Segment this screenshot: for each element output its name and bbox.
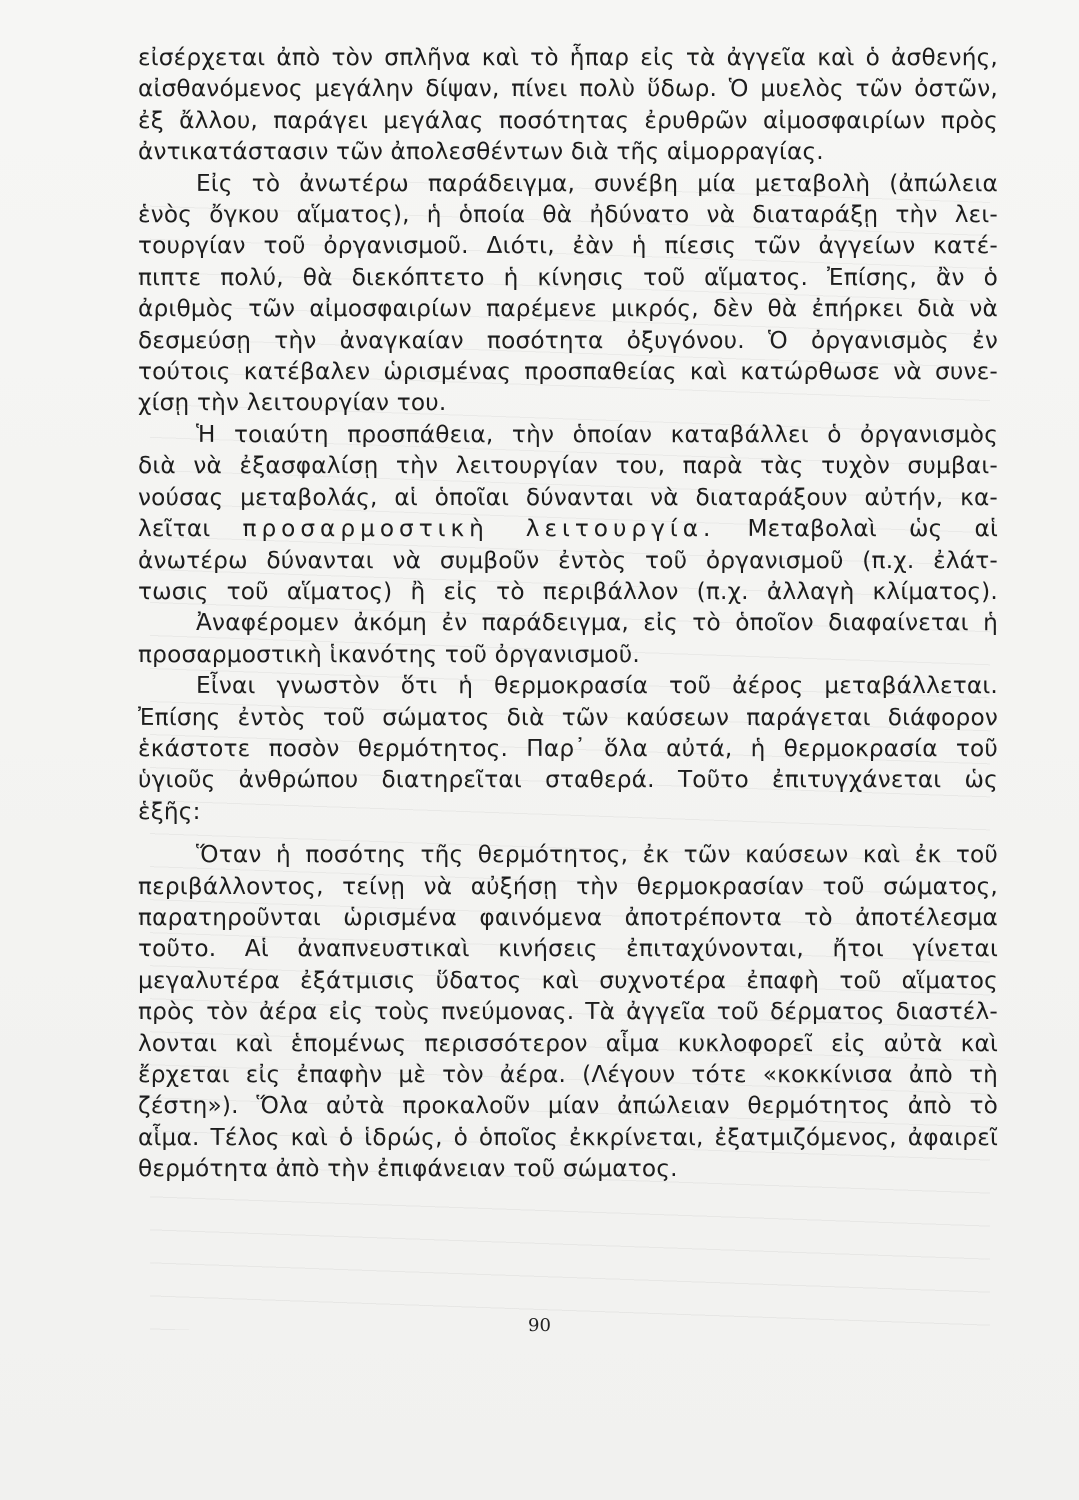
text-line: πιπτε πολύ, θὰ διεκόπτετο ἡ κίνησις τοῦ αἵματος. Ἐπίσης, ἂν ὁ bbox=[138, 263, 998, 291]
text-line: ἀριθμὸς τῶν αἰμοσφαιρίων παρέμενε μικρός, δὲν θὰ ἐπήρκει διὰ νὰ bbox=[138, 295, 998, 323]
text-line: εἰσέρχεται ἀπὸ τὸν σπλῆνα καὶ τὸ ἧπαρ εἰς τὰ ἀγγεῖα καὶ ὁ ἀσθενής, bbox=[138, 44, 998, 71]
text-line: ἀντικατάστασιν τῶν ἀπολεσθέντων διὰ τῆς αἱμορραγίας. bbox=[138, 138, 824, 166]
text-line-end: Μεταβολαὶ ὡς αἱ bbox=[747, 515, 998, 543]
text-line: χίσῃ τὴν λειτουργίαν του. bbox=[138, 389, 447, 417]
text-line: ἀνωτέρω δύνανται νὰ συμβοῦν ἐντὸς τοῦ ὀργανισμοῦ (π.χ. ἐλάτ- bbox=[138, 546, 998, 574]
text-line: λονται καὶ ἑπομένως περισσότερον αἷμα κυκλοφορεῖ εἰς αὐτὰ καὶ bbox=[138, 1029, 998, 1057]
text-line: τούτοις κατέβαλεν ὡρισμένας προσπαθείας καὶ κατώρθωσε νὰ συνε- bbox=[138, 358, 998, 386]
text-line: παρατηροῦνται ὡρισμένα φαινόμενα ἀποτρέποντα τὸ ἀποτέλεσμα bbox=[138, 903, 998, 931]
text-line: μεγαλυτέρα ἐξάτμισις ὕδατος καὶ συχνοτέρα ἐπαφὴ τοῦ αἵματος bbox=[138, 966, 998, 994]
text-line: αἷμα. Τέλος καὶ ὁ ἱδρώς, ὁ ὁποῖος ἐκκρίνεται, ἐξατμιζόμενος, ἀφαιρεῖ bbox=[138, 1123, 998, 1151]
text-line: τουργίαν τοῦ ὀργανισμοῦ. Διότι, ἐὰν ἡ πίεσις τῶν ἀγγείων κατέ- bbox=[138, 232, 998, 260]
text-line: ἑκάστοτε ποσὸν θερμότητος. Παρ᾿ ὅλα αὐτά, ἡ θερμοκρασία τοῦ bbox=[138, 734, 998, 762]
text-line: τωσις τοῦ αἵματος) ἢ εἰς τὸ περιβάλλον (π.χ. ἀλλαγὴ κλίματος). bbox=[138, 577, 998, 605]
text-line: Ἀναφέρομεν ἀκόμη ἐν παράδειγμα, εἰς τὸ ὁποῖον διαφαίνεται ἡ bbox=[196, 609, 998, 637]
text-line: ζέστη»). Ὅλα αὐτὰ προκαλοῦν μίαν ἀπώλειαν θερμότητος ἀπὸ τὸ bbox=[138, 1092, 998, 1120]
text-line: αἰσθανόμενος μεγάλην δίψαν, πίνει πολὺ ὕδωρ. Ὁ μυελὸς τῶν ὀστῶν, bbox=[138, 75, 998, 103]
body-text bbox=[138, 42, 998, 1185]
text-line: διὰ νὰ ἐξασφαλίσῃ τὴν λειτουργίαν του, παρὰ τὰς τυχὸν συμβαι- bbox=[138, 452, 998, 480]
text-line-start: λεῖται bbox=[138, 515, 211, 543]
text-line: ἔρχεται εἰς ἐπαφὴν μὲ τὸν ἀέρα. (Λέγουν τότε «κοκκίνισα ἀπὸ τὴ bbox=[138, 1061, 998, 1088]
text-line: νούσας μεταβολάς, αἱ ὁποῖαι δύνανται νὰ διαταράξουν αὐτήν, κα- bbox=[138, 483, 998, 511]
text-line: Εἰς τὸ ἀνωτέρω παράδειγμα, συνέβη μία μεταβολὴ (ἀπώλεια bbox=[196, 169, 998, 197]
text-line: ἑνὸς ὄγκου αἵματος), ἡ ὁποία θὰ ἠδύνατο νὰ διαταράξῃ τὴν λει- bbox=[138, 201, 998, 229]
text-line: Ἡ τοιαύτη προσπάθεια, τὴν ὁποίαν καταβάλλει ὁ ὀργανισμὸς bbox=[196, 420, 998, 448]
text-line: ἐξ ἄλλου, παράγει μεγάλας ποσότητας ἐρυθρῶν αἰμοσφαιρίων πρὸς bbox=[138, 106, 998, 134]
text-line: προσαρμοστικὴ ἱκανότης τοῦ ὀργανισμοῦ. bbox=[138, 640, 640, 668]
text-line: Ἐπίσης ἐντὸς τοῦ σώματος διὰ τῶν καύσεων παράγεται διάφορον bbox=[138, 703, 998, 731]
spaced-term: προσαρμοστικὴ λειτουργία. bbox=[242, 515, 716, 543]
text-line bbox=[138, 513, 998, 544]
text-line: πρὸς τὸν ἀέρα εἰς τοὺς πνεύμονας. Τὰ ἀγγεῖα τοῦ δέρματος διαστέλ- bbox=[138, 998, 998, 1026]
text-line: ἑξῆς: bbox=[138, 797, 201, 825]
text-line: Εἶναι γνωστὸν ὅτι ἡ θερμοκρασία τοῦ ἀέρος μεταβάλλεται. bbox=[196, 672, 998, 700]
text-line: τοῦτο. Αἱ ἀναπνευστικαὶ κινήσεις ἐπιταχύνονται, ἤτοι γίνεται bbox=[138, 935, 998, 963]
page-number: 90 bbox=[528, 1315, 551, 1336]
text-line: θερμότητα ἀπὸ τὴν ἐπιφάνειαν τοῦ σώματος. bbox=[138, 1155, 678, 1183]
text-line: Ὅταν ἡ ποσότης τῆς θερμότητος, ἐκ τῶν καύσεων καὶ ἐκ τοῦ bbox=[196, 841, 998, 869]
text-line: περιβάλλοντος, τείνῃ νὰ αὐξήσῃ τὴν θερμοκρασίαν τοῦ σώματος, bbox=[138, 872, 998, 900]
text-line: ὑγιοῦς ἀνθρώπου διατηρεῖται σταθερά. Τοῦτο ἐπιτυγχάνεται ὡς bbox=[138, 766, 998, 794]
text-line: δεσμεύσῃ τὴν ἀναγκαίαν ποσότητα ὀξυγόνου. Ὁ ὀργανισμὸς ἐν bbox=[138, 326, 998, 354]
